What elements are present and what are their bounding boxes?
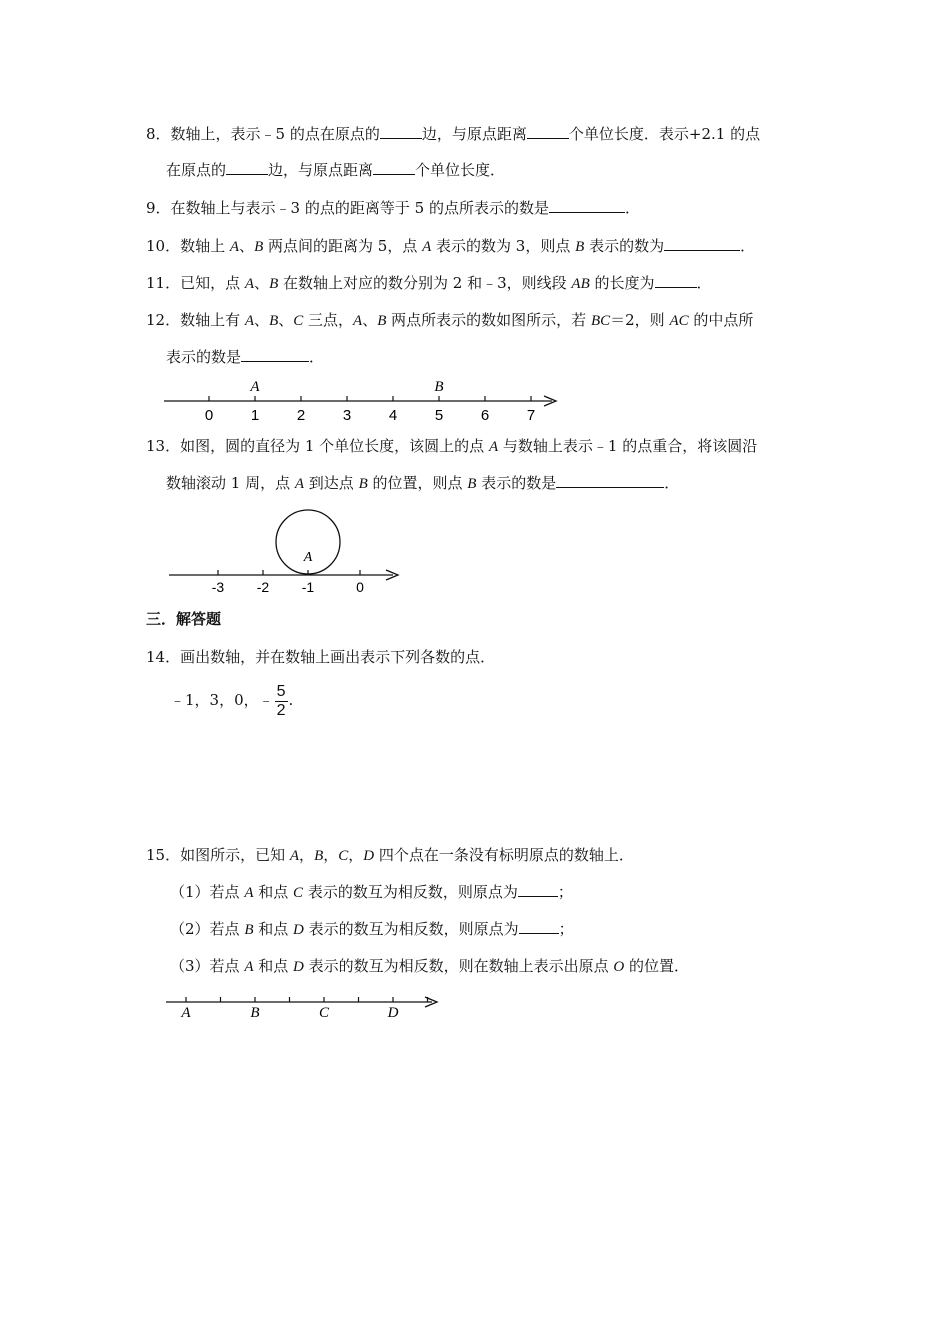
question-12-line-2 xyxy=(166,347,324,367)
question-number: 10． xyxy=(146,237,181,255)
q13-text: 到达点 xyxy=(304,474,359,492)
tick-label: 3 xyxy=(342,407,352,424)
point-label: B xyxy=(250,1005,260,1021)
answer-blank[interactable] xyxy=(518,882,558,897)
q14-number-list: ﹣1，3，0，﹣ xyxy=(170,691,274,709)
q12-text: 的中点所 xyxy=(688,311,754,329)
q11-text: 的长度为 xyxy=(589,274,655,292)
q13-text: 数轴滚动 1 周，点 xyxy=(166,474,295,492)
question-number: 9． xyxy=(146,199,171,217)
question-8-line-1 xyxy=(146,124,760,144)
q15-text: 四个点在一条没有标明原点的数轴上． xyxy=(374,846,634,864)
q15-text: 的位置． xyxy=(624,957,690,975)
q12-text: 数轴上有 xyxy=(180,311,245,329)
q8-text: 个单位长度．表示+2.1 的点 xyxy=(568,125,761,143)
comma: ， xyxy=(323,846,339,864)
q12-text: 、 xyxy=(254,311,270,329)
tick-label: 1 xyxy=(250,407,260,424)
q15-text: 和点 xyxy=(253,957,294,975)
q15-text: 和点 xyxy=(253,920,294,938)
q10-end: ． xyxy=(740,237,756,255)
q8-text: 数轴上，表示﹣5 的点在原点的 xyxy=(170,125,380,143)
q15-text: 和点 xyxy=(253,883,294,901)
question-11 xyxy=(146,273,712,294)
q15-text: （3）若点 xyxy=(170,957,245,975)
tick-label: -1 xyxy=(301,579,315,595)
q12-text: 、 xyxy=(362,311,378,329)
section-title: 三．解答题 xyxy=(146,610,222,628)
q12-end: ． xyxy=(309,348,325,366)
q12-text: 三点， xyxy=(303,311,354,329)
q13-text: 表示的数是 xyxy=(476,474,557,492)
point-b: B xyxy=(377,313,387,329)
fraction-five-halves xyxy=(275,683,288,720)
point-b: B xyxy=(358,476,368,492)
question-10 xyxy=(146,236,755,257)
question-13-line-2 xyxy=(166,473,679,494)
question-14-numbers xyxy=(170,680,293,720)
answer-blank[interactable] xyxy=(380,124,422,139)
point-d: D xyxy=(293,922,304,938)
segment-bc: BC xyxy=(590,313,611,329)
point-b: B xyxy=(269,313,279,329)
q8-text: 在原点的 xyxy=(166,161,227,179)
point-b: B xyxy=(254,239,264,255)
q15-text: （1）若点 xyxy=(170,883,245,901)
question-15-part-3 xyxy=(170,956,689,977)
q11-text: 在数轴上对应的数分别为 2 和﹣3，则线段 xyxy=(278,274,572,292)
point-c: C xyxy=(293,313,304,329)
question-15 xyxy=(146,845,634,866)
question-number: 15． xyxy=(146,846,181,864)
q12-text: 表示的数是 xyxy=(166,348,242,366)
q15-end: ； xyxy=(557,883,573,901)
q15-text: （2）若点 xyxy=(170,920,245,938)
comma: ， xyxy=(348,846,364,864)
fraction-denominator: 2 xyxy=(276,701,286,719)
q14-text: 画出数轴，并在数轴上画出表示下列各数的点． xyxy=(180,648,496,666)
point-label: C xyxy=(318,1005,330,1021)
point-a: A xyxy=(244,885,254,901)
segment-ab: AB xyxy=(571,276,590,292)
q13-end: ． xyxy=(664,474,680,492)
tick-label: 5 xyxy=(434,407,444,424)
answer-blank[interactable] xyxy=(527,124,569,139)
q12-text: 、 xyxy=(278,311,294,329)
question-8-line-2 xyxy=(166,160,505,180)
question-number: 14． xyxy=(146,648,181,666)
question-number: 12． xyxy=(146,311,181,329)
answer-blank[interactable] xyxy=(241,347,309,362)
point-label: D xyxy=(387,1005,399,1021)
q10-text: 表示的数为 3，则点 xyxy=(431,237,576,255)
q10-text: 表示的数为 xyxy=(584,237,665,255)
label-a: A xyxy=(250,379,260,395)
answer-blank[interactable] xyxy=(556,473,664,488)
q12-text: ＝2，则 xyxy=(610,311,670,329)
point-a: A xyxy=(244,313,255,329)
comma: ， xyxy=(299,846,315,864)
q15-text: 表示的数互为相反数，则在数轴上表示出原点 xyxy=(303,957,614,975)
q12-text: 两点所表示的数如图所示，若 xyxy=(386,311,591,329)
question-number: 8． xyxy=(146,125,171,143)
q8-text: 边，与原点距离 xyxy=(268,161,374,179)
answer-blank[interactable] xyxy=(549,198,625,213)
question-13-line-1 xyxy=(146,436,757,457)
q11-text: 已知，点 xyxy=(180,274,245,292)
answer-blank[interactable] xyxy=(373,160,415,175)
fraction-numerator: 5 xyxy=(276,682,286,700)
q15-text: 表示的数互为相反数，则原点为 xyxy=(303,883,518,901)
point-c: C xyxy=(338,848,349,864)
point-a: A xyxy=(488,439,499,455)
answer-blank[interactable] xyxy=(519,919,559,934)
tick-label: 6 xyxy=(480,407,490,424)
tick-label: 0 xyxy=(204,407,214,424)
question-number: 11． xyxy=(146,274,181,292)
point-c: C xyxy=(293,885,304,901)
point-a: A xyxy=(289,848,300,864)
label-b: B xyxy=(434,379,444,395)
q15-text: 表示的数互为相反数，则原点为 xyxy=(303,920,519,938)
q8-text: 边，与原点距离 xyxy=(421,125,527,143)
point-b: B xyxy=(314,848,324,864)
question-12-line-1 xyxy=(146,310,753,331)
point-a: A xyxy=(353,313,363,329)
answer-blank[interactable] xyxy=(655,273,697,288)
question-9 xyxy=(146,198,640,218)
point-a: A xyxy=(229,239,240,255)
tick-label: 2 xyxy=(296,407,306,424)
segment-ac: AC xyxy=(669,313,689,329)
point-o: O xyxy=(613,959,625,975)
point-label: A xyxy=(181,1005,191,1021)
q13-text: 与数轴上表示﹣1 的点重合，将该圆沿 xyxy=(498,437,758,455)
q11-end: ． xyxy=(696,274,712,292)
q14-end: . xyxy=(288,691,294,709)
q15-text: 如图所示，已知 xyxy=(180,846,290,864)
tick-label: 0 xyxy=(356,579,364,595)
point-d: D xyxy=(293,959,304,975)
label-a: A xyxy=(303,550,313,565)
point-a: A xyxy=(294,476,305,492)
tick-label: 4 xyxy=(388,407,398,424)
answer-blank[interactable] xyxy=(226,160,268,175)
question-15-part-2 xyxy=(170,919,574,940)
tick-label: 7 xyxy=(526,407,536,424)
tick-label: -2 xyxy=(256,579,270,595)
q8-text: 个单位长度． xyxy=(415,161,506,179)
point-b: B xyxy=(244,922,254,938)
q9-text: 在数轴上与表示﹣3 的点的距离等于 5 的点所表示的数是 xyxy=(170,199,549,217)
point-a: A xyxy=(244,959,254,975)
q13-text: 如图，圆的直径为 1 个单位长度，该圆上的点 xyxy=(180,437,489,455)
q9-end: ． xyxy=(624,199,640,217)
point-b: B xyxy=(467,476,477,492)
point-a: A xyxy=(422,239,432,255)
circle-number-line-figure-13 xyxy=(165,505,405,597)
question-14 xyxy=(146,647,495,667)
point-d: D xyxy=(363,848,375,864)
question-number: 13． xyxy=(146,437,181,455)
answer-blank[interactable] xyxy=(664,236,740,251)
point-b: B xyxy=(269,276,279,292)
q10-text: 两点间的距离为 5，点 xyxy=(263,237,423,255)
point-b: B xyxy=(575,239,585,255)
q10-text: 数轴上 xyxy=(180,237,230,255)
number-line-figure-12 xyxy=(160,372,570,426)
q15-end: ； xyxy=(558,920,574,938)
point-a: A xyxy=(244,276,255,292)
question-15-part-1 xyxy=(170,882,573,903)
q13-text: 的位置，则点 xyxy=(367,474,468,492)
number-line-figure-15 xyxy=(160,990,450,1024)
q11-text: 、 xyxy=(254,274,270,292)
tick-label: -3 xyxy=(211,579,225,595)
q10-text: 、 xyxy=(239,237,255,255)
